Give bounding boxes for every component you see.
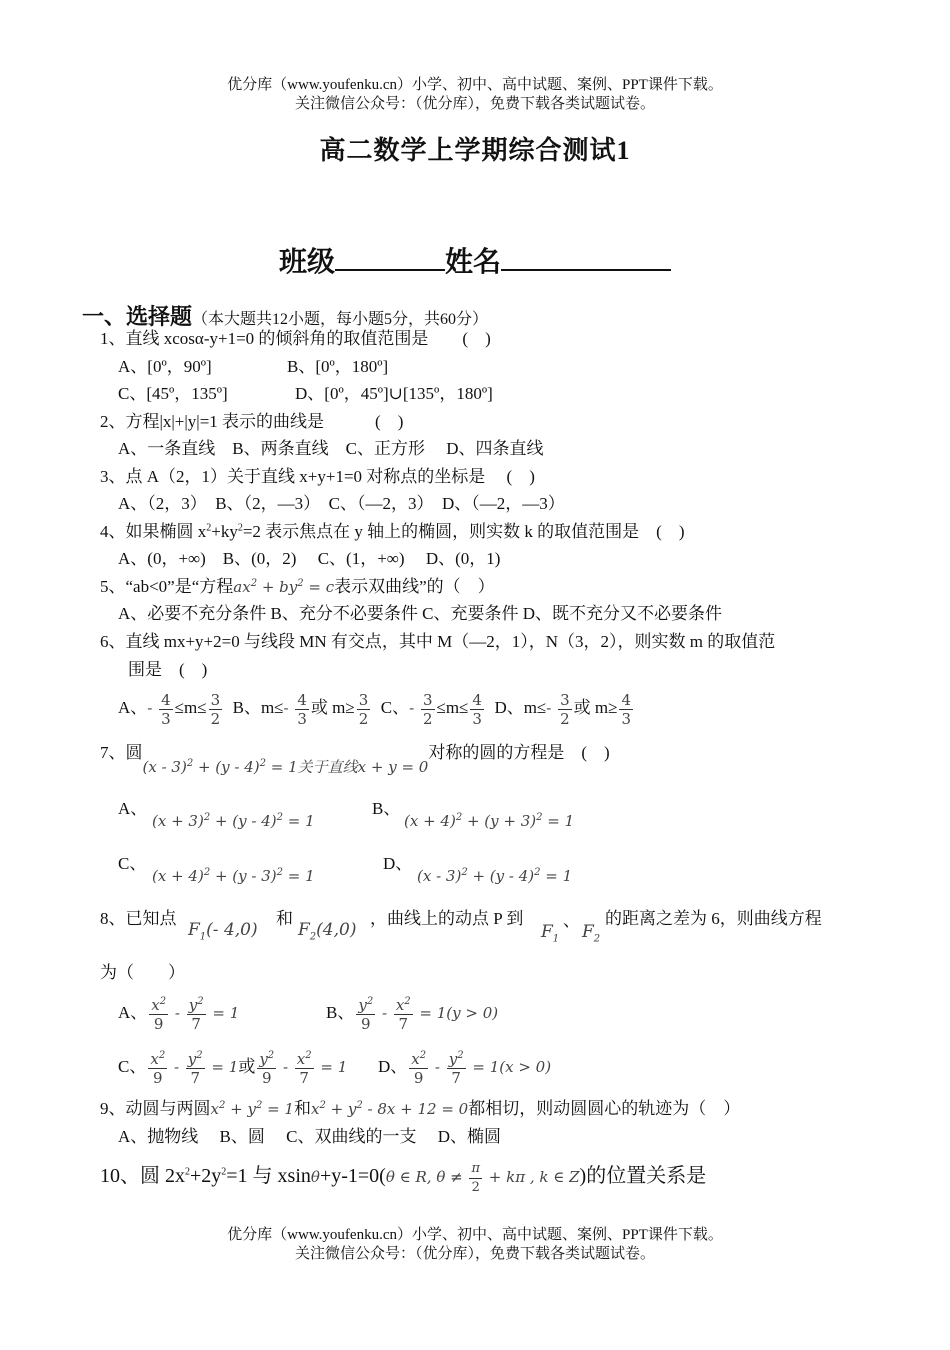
q6-le-1: ≤m≤: [174, 698, 207, 717]
q8-f1: $F_1$: [541, 922, 560, 945]
section-title: 一、选择题: [82, 304, 193, 329]
q10-stem-part-e: )的位置关系是: [579, 1165, 707, 1187]
class-label: 班级: [278, 247, 335, 278]
q6-or-2: 或 m≥: [573, 698, 618, 717]
q1-option-b: B、[0º，180º]: [287, 357, 389, 376]
q8-stem-b: ，曲线上的动点 P 到: [370, 909, 524, 928]
footer-line-1: 优分库（www.youfenku.cn）小学、初中、高中试题、案例、PPT课件下载。: [227, 1227, 723, 1243]
section-heading: [82, 300, 488, 331]
q6-stem: 6、直线 mx+y+2=0 与线段 MN 有交点，其中 M（—2，1），N（3，2），则实数 m 的取值范: [100, 632, 776, 651]
q7-option-c-label: C、: [118, 854, 147, 873]
q9-stem-part-a: 9、动圆与两圆: [100, 1099, 211, 1118]
q10-stem-part-d: +y-1=0(: [319, 1165, 386, 1187]
q8-stem-a: 8、已知点: [100, 909, 177, 928]
footer-line-2: 关注微信公众号：（优分库），免费下载各类试题试卷。: [294, 1246, 655, 1262]
q3-stem: 3、点 A（2，1）关于直线 x+y+1=0 对称点的坐标是 ( ): [100, 467, 535, 486]
q7-stem: [100, 742, 610, 776]
q7-option-d-eq: (x - 3)$^2$ + (y - 4)$^2$ = 1: [417, 867, 573, 885]
q8-option-a: A、: [118, 1003, 148, 1022]
q6-option-b: B、m≤: [232, 698, 284, 717]
q8-and: 和: [276, 909, 293, 928]
q6-options: A、- $\frac{4}{3}$ ≤m≤ $\frac{3}{2}$ B、m≤- $\frac{4}{3}$ 或 m≥ $\frac{3}{2}$ C、- $\frac{3}{2}$ ≤m≤ $\frac{4}{3}$ D、m≤- $\frac{3}{2}$ 或 m≥ $\frac{4}{3}$: [118, 690, 632, 728]
q10-stem: 10、圆 $2x^2+2y^2=1$ 与 xsinθ+y-1=0(θ ∈ R, θ ≠ $\frac{\pi}{2}$ + kπ , k ∈ Z)的位置关系是: [100, 1160, 707, 1195]
q8-stem-c: 的距离之差为 6，则曲线方程: [605, 909, 822, 928]
q9-and: 和: [293, 1099, 311, 1118]
q4-stem-part-a: 4、如果椭圆 x: [100, 522, 207, 541]
q8-f2: $F_2$: [582, 922, 601, 945]
q1-option-a: A、[0º，90º]: [118, 357, 212, 376]
q3-options: A、（2，3） B、（2，—3） C、（—2，3） D、（—2，—3）: [118, 494, 565, 513]
q1-option-d: D、[0º，45º]∪[135º，180º]: [295, 384, 493, 403]
class-name-line: [0, 240, 950, 280]
q5-stem-part-b: 表示双曲线”的（ ）: [334, 577, 495, 596]
q8-option-b: B、: [326, 1003, 355, 1022]
q4-stem: 4、如果椭圆 $x^2+ky^2=2$ 表示焦点在 y 轴上的椭圆，则实数 k 的取值范围是 ( ): [100, 522, 685, 541]
q8-point-f1: $F_1(-$ 4,0): [188, 920, 258, 943]
q5-equation: $ax^2 + by^2 = c$: [233, 578, 335, 596]
q4-stem-part-c: =2 表示焦点在 y 轴上的椭圆，则实数 k 的取值范围是 ( ): [242, 522, 685, 541]
q2-options: A、一条直线 B、两条直线 C、正方形 D、四条直线: [118, 439, 544, 458]
q6-option-c: C、: [380, 698, 410, 717]
q7-equation: (x - 3)$^2$ + (y - 4)$^2$ = 1关于直线x + y = 0: [142, 758, 429, 776]
section-note: （本大题共12小题，每小题5分，共60分）: [192, 311, 489, 328]
q7-option-a-label: A、: [118, 799, 148, 818]
q10-stem-part-b: +2y: [190, 1165, 222, 1187]
q4-stem-part-b: +ky: [211, 522, 238, 541]
q10-stem-part-a: 10、圆 2x: [100, 1165, 185, 1187]
page-title: 高二数学上学期综合测试1: [319, 136, 631, 165]
q6-option-d: D、m≤: [494, 698, 547, 717]
q7-option-c-eq: $(x + 4)^2 + (y - 3)^2 = 1$: [152, 867, 315, 885]
q6-le-2: ≤m≤: [436, 698, 469, 717]
q8-options-row-1b: B、 $\frac{y^2}{9}$ - $\frac{x^2}{7}$ = 1(y > 0): [326, 995, 499, 1033]
q8-stem-2: 为（ ）: [100, 963, 185, 982]
q5-stem-part-a: 5、“ab<0”是“方程: [100, 577, 234, 596]
q8-options-row-2b: D、 $\frac{x^2}{9}$ - $\frac{y^2}{7}$ = 1(x > 0): [378, 1049, 552, 1087]
q6-stem-2: 围是 ( ): [128, 660, 208, 679]
q6-or-1: 或 m≥: [310, 698, 355, 717]
q8-point-f2: $F_2(4,0)$: [298, 920, 357, 943]
name-label: 姓名: [445, 247, 502, 278]
header-line-1: 优分库（www.youfenku.cn）小学、初中、高中试题、案例、PPT课件下载。: [227, 77, 723, 93]
q8-options-row-2: C、 $\frac{x^2}{9}$ - $\frac{y^2}{7}$ = 1或 $\frac{y^2}{9}$ - $\frac{x^2}{7}$ = 1: [118, 1049, 348, 1087]
q4-options: A、(0，+∞) B、(0，2) C、(1，+∞) D、(0，1): [118, 549, 501, 568]
q5-options: A、必要不充分条件 B、充分不必要条件 C、充要条件 D、既不充分又不必要条件: [118, 604, 722, 623]
q7-stem-part-a: 7、圆: [100, 743, 143, 762]
q6-option-a: A、: [118, 698, 148, 717]
q1-stem: 1、直线 xcosα-y+1=0 的倾斜角的取值范围是 ( ): [100, 329, 491, 348]
q9-stem: 9、动圆与两圆$x^2 + y^2 = 1$和$x^2 + y^2 - 8x + 12 = 0$都相切，则动圆圆心的轨迹为（ ）: [100, 1099, 741, 1118]
name-blank: [501, 243, 671, 271]
q5-stem: [100, 576, 495, 598]
q7-option-d-label: D、: [383, 854, 413, 873]
q2-stem: 2、方程|x|+|y|=1 表示的曲线是 ( ): [100, 412, 404, 431]
q8-option-c: C、: [118, 1057, 147, 1076]
q7-stem-part-b: 对称的圆的方程是 ( ): [428, 743, 610, 762]
q8-or: 或: [238, 1057, 256, 1076]
q8-options-row-1: A、 $\frac{x^2}{9}$ - $\frac{y^2}{7}$ = 1: [118, 995, 240, 1033]
q7-option-b-eq: $(x + 4)^2 + (y + 3)^2 = 1$: [404, 812, 575, 830]
q1-option-c: C、[45º，135º]: [118, 384, 228, 403]
q7-option-b-label: B、: [372, 799, 401, 818]
q8-option-d: D、: [378, 1057, 408, 1076]
q7-option-a-eq: $(x + 3)^2 + (y - 4)^2 = 1$: [152, 812, 315, 830]
header-line-2: 关注微信公众号：（优分库），免费下载各类试题试卷。: [294, 96, 655, 112]
q8-sep: 、: [563, 911, 580, 930]
class-blank: [335, 243, 445, 271]
q10-stem-part-c: =1 与 xsin: [226, 1165, 311, 1187]
q9-stem-part-b: 都相切，则动圆圆心的轨迹为（ ）: [468, 1099, 741, 1118]
q9-options: A、抛物线 B、圆 C、双曲线的一支 D、椭圆: [118, 1127, 501, 1146]
